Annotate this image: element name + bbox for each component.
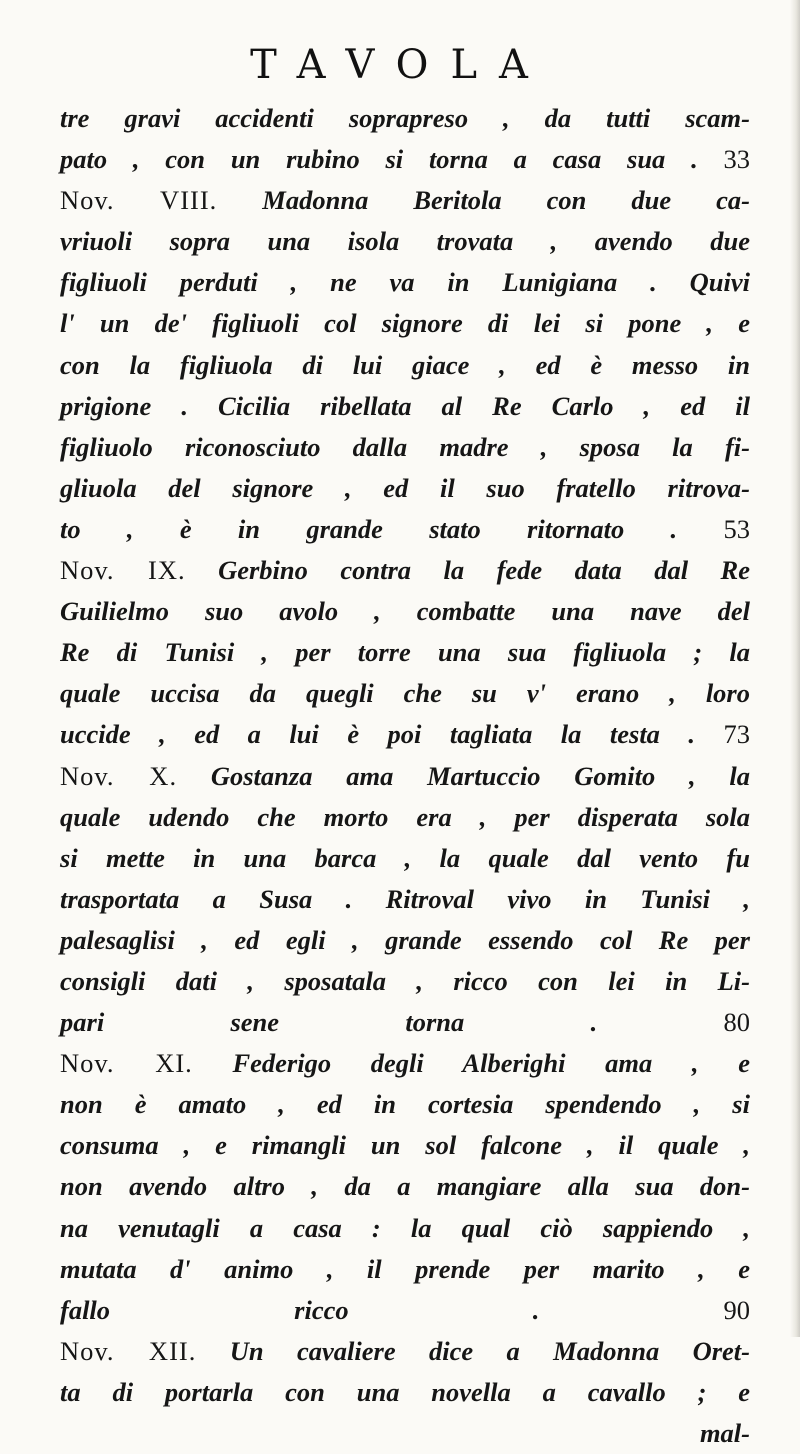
text-line: na venutagli a casa : la qual ciò sappiendo , — [60, 1212, 750, 1243]
text-line: mutata d' animo , il prende per marito , e — [60, 1253, 750, 1284]
text-line: figliuoli perduti , ne va in Lunigiana . Quivi — [60, 267, 750, 298]
novella-label: Nov. VIII. — [60, 185, 218, 216]
text-line: prigione . Cicilia ribellata al Re Carlo , ed il — [60, 390, 750, 421]
page-number: 90 — [723, 1294, 750, 1325]
table-of-contents — [60, 98, 750, 1454]
novella-label: Nov. XII. — [60, 1335, 197, 1366]
text-line: Re di Tunisi , per torre una sua figliuola ; la — [60, 637, 750, 668]
text-line: l' un de' figliuoli col signore di lei si pone , e — [60, 308, 750, 339]
page-edge — [790, 0, 800, 1337]
text-line: vriuoli sopra una isola trovata , avendo due — [60, 226, 750, 257]
catchword: mal- — [699, 1418, 750, 1448]
novella-entry-8: Nov. VIII. Madonna Beritola con due ca- — [60, 185, 750, 216]
novella-entry-11: Nov. XI. Federigo degli Alberighi ama , e — [60, 1048, 750, 1079]
page-number: 73 — [723, 719, 750, 750]
novella-entry-9: Nov. IX. Gerbino contra la fede data dal Re — [60, 555, 750, 586]
text-line: pari sene torna . 80 — [60, 1007, 751, 1038]
page-number: 80 — [723, 1007, 751, 1038]
text-line: con la figliuola di lui giace , ed è messo in — [60, 349, 750, 380]
text-line: quale udendo che morto era , per disperata sola — [60, 801, 750, 832]
text-line: tre gravi accidenti soprapreso , da tutti scam- — [60, 103, 750, 133]
page-number: 33 — [723, 144, 750, 175]
text-line: figliuolo riconosciuto dalla madre , sposa la fi- — [60, 431, 750, 462]
text-line: si mette in una barca , la quale dal vento fu — [60, 842, 750, 873]
page-number: 53 — [723, 513, 750, 544]
text-line: consigli dati , sposatala , ricco con lei in Li- — [60, 965, 750, 996]
text-line: quale uccisa da quegli che su v' erano , loro — [60, 678, 750, 709]
text-line: to , è in grande stato ritornato . 53 — [60, 513, 750, 544]
novella-entry-12: Nov. XII. Un cavaliere dice a Madonna Oret- — [60, 1335, 750, 1366]
page-header: TAVOLA — [250, 42, 550, 88]
novella-label: Nov. XI. — [60, 1048, 193, 1079]
text-line: uccide , ed a lui è poi tagliata la testa . 73 — [60, 719, 750, 750]
text-line: Guilielmo suo avolo , combatte una nave del — [60, 596, 750, 627]
text-line: non è amato , ed in cortesia spendendo , si — [60, 1089, 750, 1120]
text-line: pato , con un rubino si torna a casa sua . 33 — [60, 144, 750, 175]
text-line: non avendo altro , da a mangiare alla sua don- — [60, 1171, 750, 1202]
text-line: trasportata a Susa . Ritroval vivo in Tunisi , — [60, 883, 750, 914]
novella-label: Nov. X. — [60, 760, 178, 791]
text-line: palesaglisi , ed egli , grande essendo col Re per — [60, 924, 750, 955]
text-line: ta di portarla con una novella a cavallo ; e — [60, 1376, 750, 1407]
text-line: gliuola del signore , ed il suo fratello ritrova- — [60, 472, 750, 503]
text-line: fallo ricco . 90 — [60, 1294, 750, 1325]
novella-entry-10: Nov. X. Gostanza ama Martuccio Gomito , la — [60, 760, 750, 791]
text-line: consuma , e rimangli un sol falcone , il quale , — [60, 1130, 750, 1161]
novella-label: Nov. IX. — [60, 555, 186, 586]
